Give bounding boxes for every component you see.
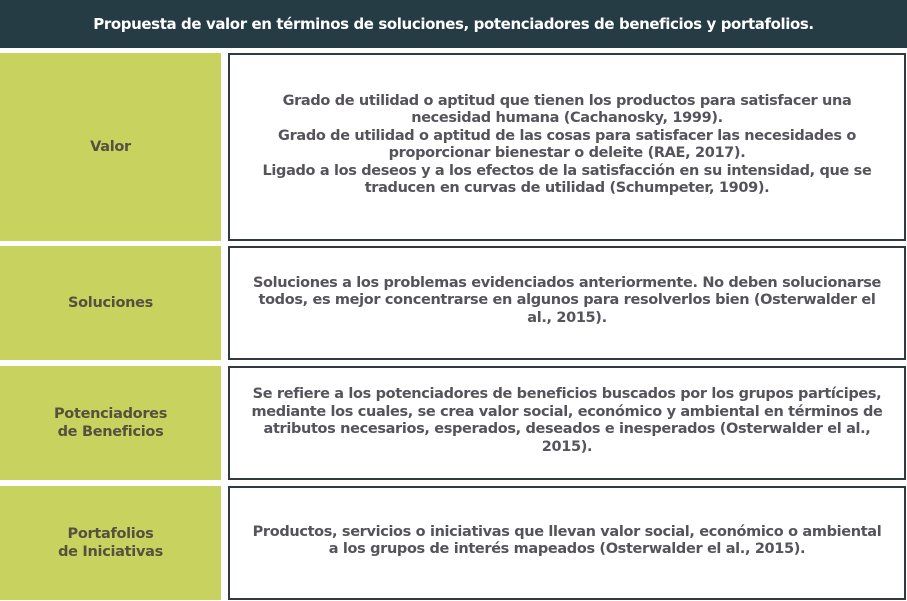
table-row-portafolios <box>0 486 907 600</box>
row-label: Soluciones <box>67 295 153 311</box>
row-label-cell <box>0 486 221 600</box>
row-description: Se refiere a los potenciadores de beneficios buscados por los grupos partícipes, mediante los cuales, se crea valor social, económico y ambiental en términos de atributos necesarios, esperados, deseados e inesperados (Osterwalder el al., 2015). <box>251 386 883 455</box>
table-header <box>0 0 907 48</box>
row-label-cell <box>0 366 221 480</box>
row-label: Valor <box>90 139 131 155</box>
table-row-soluciones <box>0 246 907 360</box>
row-label-cell <box>0 53 221 241</box>
table-row-potenciadores <box>0 366 907 480</box>
row-content-cell <box>228 486 906 600</box>
row-description: Productos, servicios o iniciativas que llevan valor social, económico o ambiental a los grupos de interés mapeados (Osterwalder el al., 2015). <box>252 523 882 557</box>
row-label: Portafolios de Iniciativas <box>58 526 163 560</box>
table-row-valor <box>0 53 907 241</box>
row-content-cell <box>228 246 906 360</box>
row-description: Soluciones a los problemas evidenciados anteriormente. No deben solucionarse todos, es mejor concentrarse en algunos para resolverlos bien (Osterwalder el al., 2015). <box>252 274 882 326</box>
row-content-cell <box>228 53 906 241</box>
row-label-cell <box>0 246 221 360</box>
table-title: Propuesta de valor en términos de soluciones, potenciadores de beneficios y portafolios. <box>93 15 814 33</box>
row-label: Potenciadores de Beneficios <box>53 406 168 440</box>
row-description: Grado de utilidad o aptitud que tienen los productos para satisfacer una necesidad humana (Cachanosky, 1999). Grado de utilidad o aptitud de las cosas para satisfacer las necesidades o proporcionar bienestar o deleite (RAE, 2017). Ligado a los deseos y a los efectos de la satisfacción en su intensidad, que se traducen en curvas de utilidad (Schumpeter, 1909). <box>262 92 872 196</box>
row-content-cell <box>228 366 906 480</box>
